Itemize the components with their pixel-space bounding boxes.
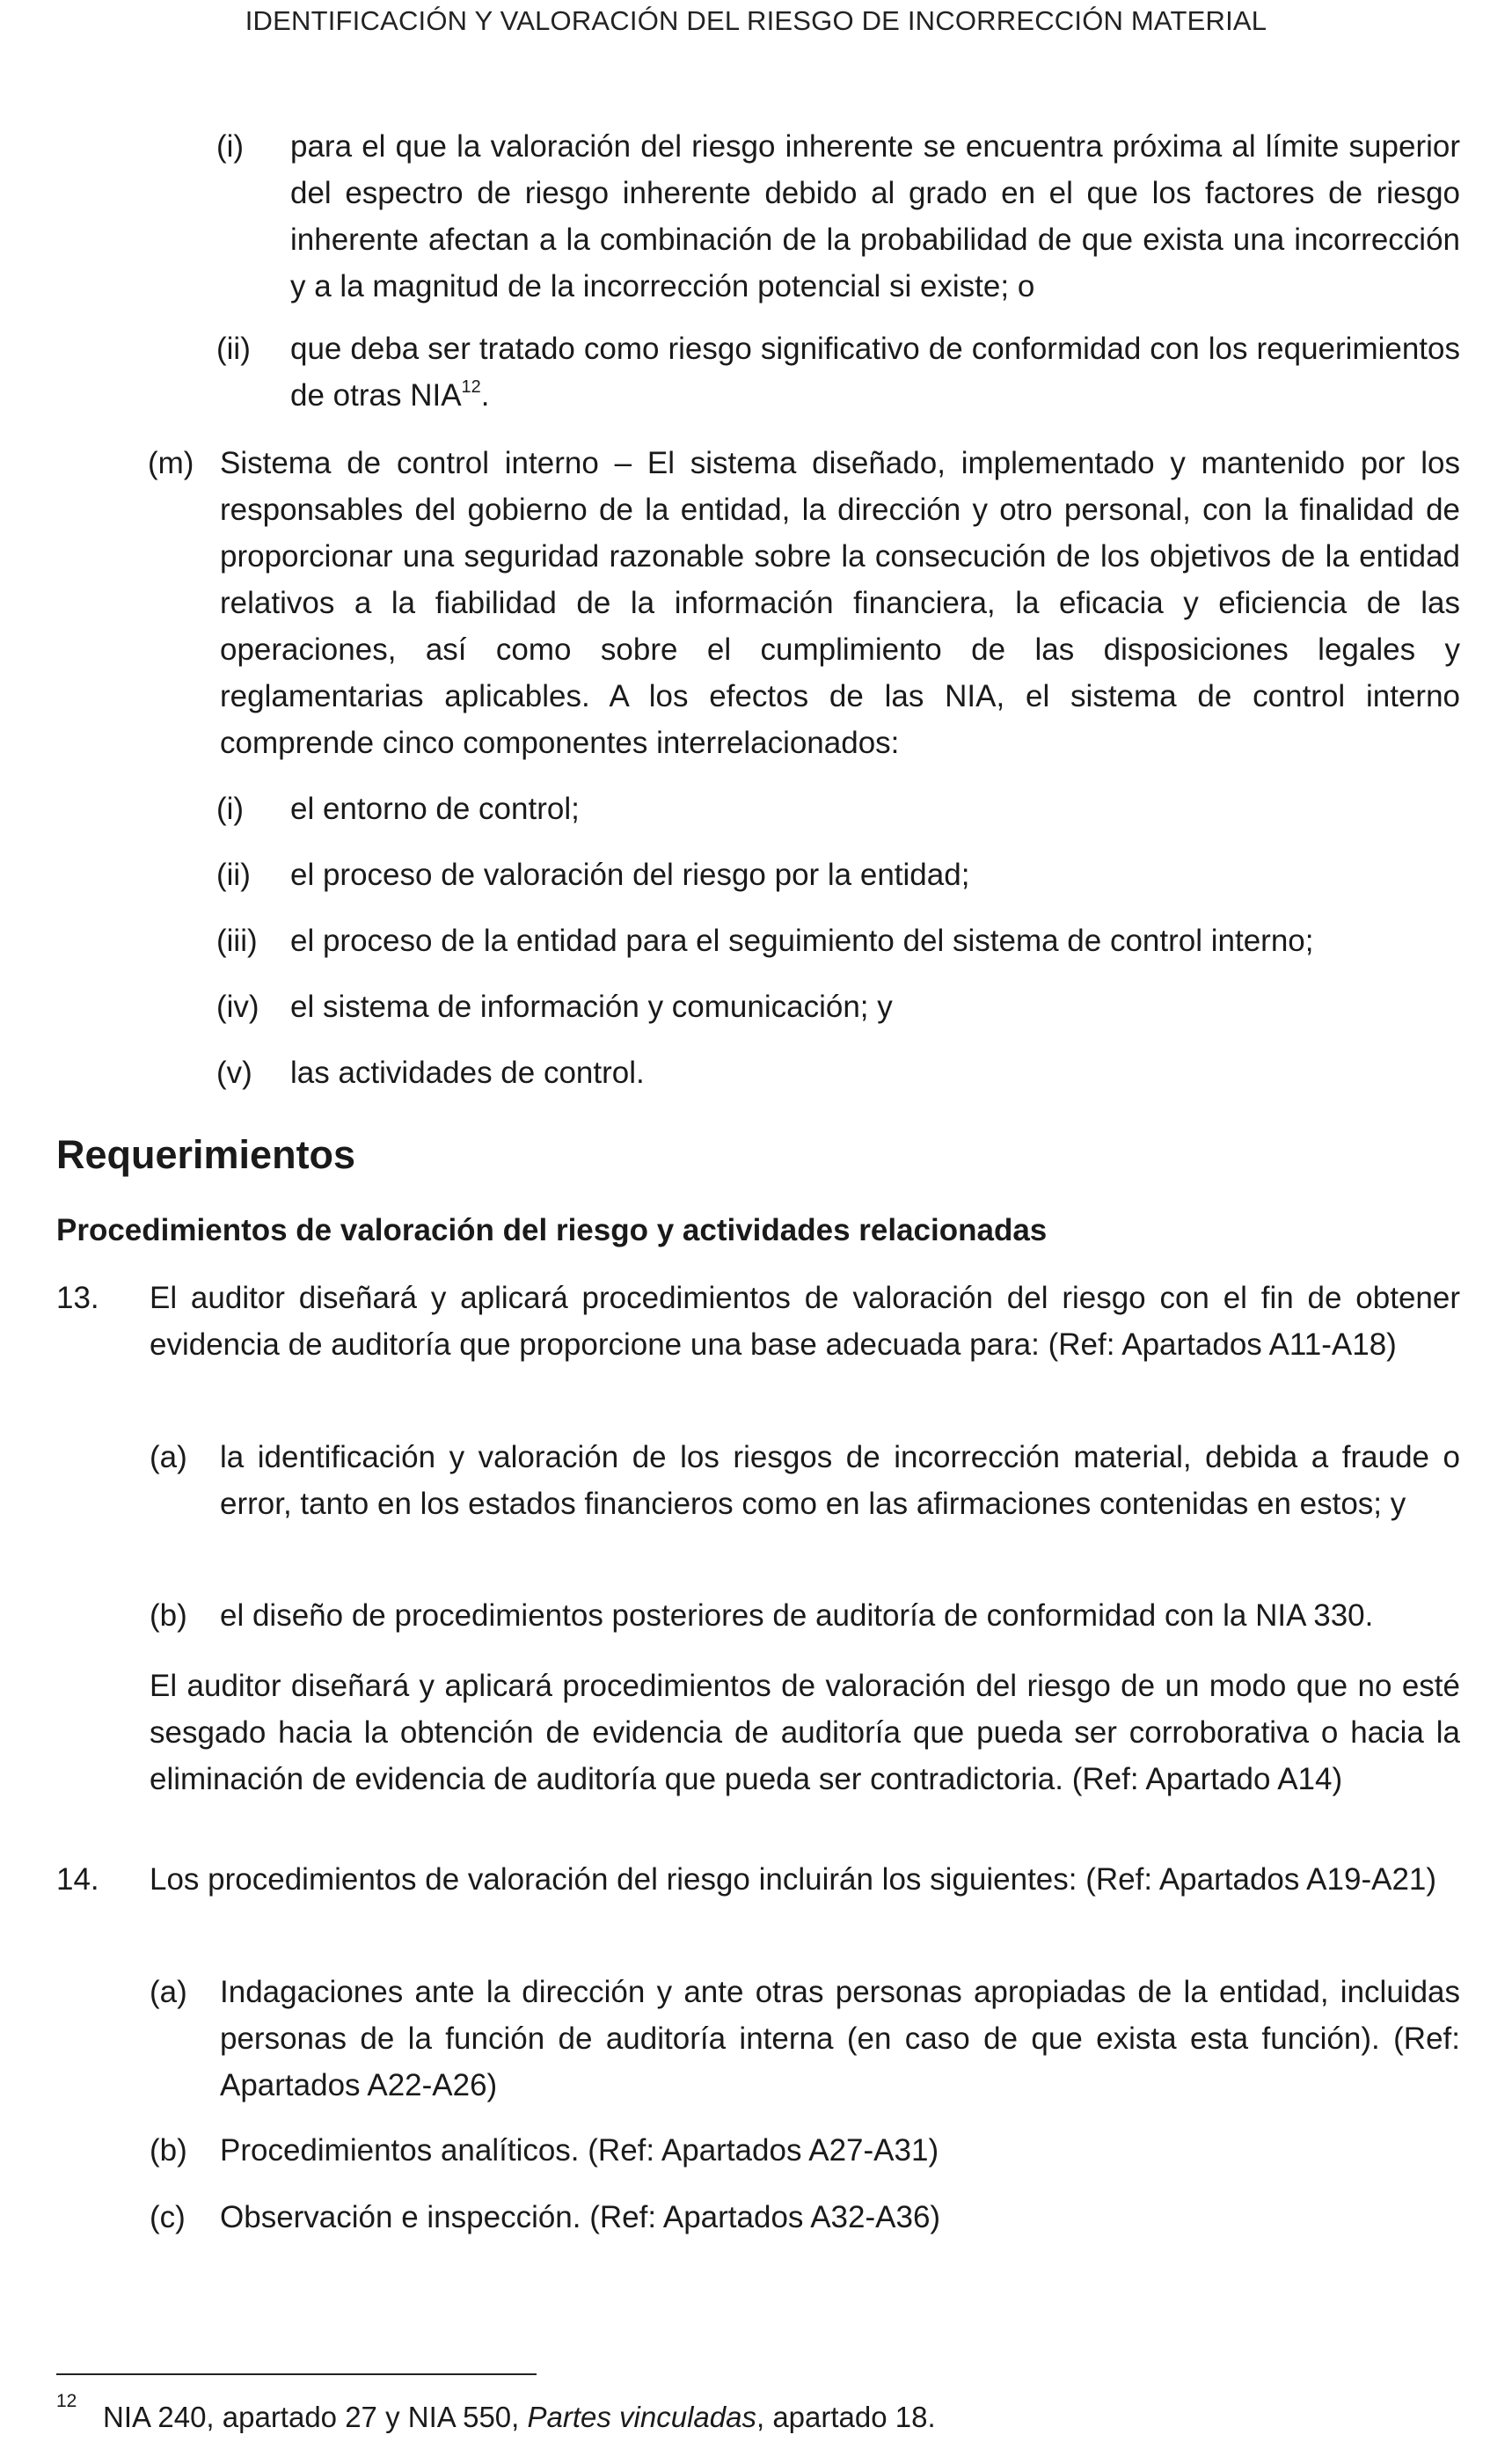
item-text: la identificación y valoración de los riesgos de incorrección material, debida a fraude o error, tanto en los estados financieros como en las afirmaciones contenidas en estos; y (220, 1440, 1460, 1521)
component-text: las actividades de control. (290, 1056, 645, 1090)
component-label: (ii) (216, 858, 251, 892)
item-text: el diseño de procedimientos posteriores de auditoría de conformidad con la NIA 330. (220, 1598, 1374, 1633)
item-text: para el que la valoración del riesgo inherente se encuentra próxima al límite superior del espectro de riesgo inherente debido al grado en el que los factores de riesgo inherente afectan a la combinación de la probabilidad de que exista una incorrección y a la magnitud de la incorrección potencial si existe; o (290, 129, 1460, 303)
definition-label: (m) (148, 446, 194, 480)
item-text: Indagaciones ante la dirección y ante otras personas apropiadas de la entidad, incluidas personas de la función de auditoría interna (en caso de que exista esta función). (Ref: Apartados A22-A26) (220, 1975, 1460, 2102)
item-label: (a) (150, 1440, 187, 1474)
item-label: (b) (150, 1598, 187, 1633)
item-text: Procedimientos analíticos. (Ref: Apartados A27-A31) (220, 2133, 939, 2168)
paragraph-text: Los procedimientos de valoración del riesgo incluirán los siguientes: (Ref: Apartados A19-A21) (150, 1862, 1437, 1897)
paragraph-number: 14. (56, 1862, 99, 1897)
item-label: (b) (150, 2133, 187, 2168)
definition-text: Sistema de control interno – El sistema diseñado, implementado y mantenido por los responsables del gobierno de la entidad, la dirección y otro personal, con la finalidad de proporcionar una seguridad razonable sobre la consecución de los objetivos de la entidad relativos a la fiabilidad de la información financiera, la eficacia y eficiencia de las operaciones, así como sobre el cumplimiento de las disposiciones legales y reglamentarias aplicables. A los efectos de las NIA, el sistema de control interno comprende cinco componentes interrelacionados: (220, 446, 1460, 760)
component-label: (iii) (216, 924, 258, 958)
item-label: (i) (216, 129, 245, 164)
component-text: el entorno de control; (290, 792, 580, 826)
item-label: (ii) (216, 332, 251, 366)
running-header: IDENTIFICACIÓN Y VALORACIÓN DEL RIESGO DE INCORRECCIÓN MATERIAL (245, 5, 1267, 36)
footnote-ref: 12 (461, 377, 481, 398)
component-label: (v) (216, 1056, 252, 1090)
section-heading: Requerimientos (56, 1132, 356, 1177)
paragraph-closing: El auditor diseñará y aplicará procedimientos de valoración del riesgo de un modo que no esté sesgado hacia la obtención de evidencia de auditoría que pueda ser corroborativa o hacia la eliminación de evidencia de auditoría que pueda ser contradictoria. (Ref: Apartado A14) (150, 1669, 1460, 1796)
footnote-number: 12 (56, 2391, 77, 2411)
component-text: el sistema de información y comunicación; y (290, 990, 893, 1024)
footnote-separator (56, 2373, 537, 2375)
item-label: (c) (150, 2200, 186, 2234)
paragraph-number: 13. (56, 1281, 99, 1315)
paragraph-text: El auditor diseñará y aplicará procedimientos de valoración del riesgo con el fin de obtener evidencia de auditoría que proporcione una base adecuada para: (Ref: Apartados A11-A18) (150, 1281, 1460, 1362)
component-text: el proceso de la entidad para el seguimiento del sistema de control interno; (290, 924, 1314, 958)
item-text: Observación e inspección. (Ref: Apartados A32-A36) (220, 2200, 941, 2234)
item-label: (a) (150, 1975, 187, 2009)
component-text: el proceso de valoración del riesgo por la entidad; (290, 858, 970, 892)
footnote-text: NIA 240, apartado 27 y NIA 550, Partes vinculadas, apartado 18. (103, 2401, 936, 2433)
component-label: (i) (216, 792, 245, 826)
item-text: que deba ser tratado como riesgo significativo de conformidad con los requerimientos de otras NIA$^{12}$. (290, 332, 1460, 413)
subsection-heading: Procedimientos de valoración del riesgo y actividades relacionadas (56, 1213, 1048, 1247)
component-label: (iv) (216, 990, 259, 1024)
